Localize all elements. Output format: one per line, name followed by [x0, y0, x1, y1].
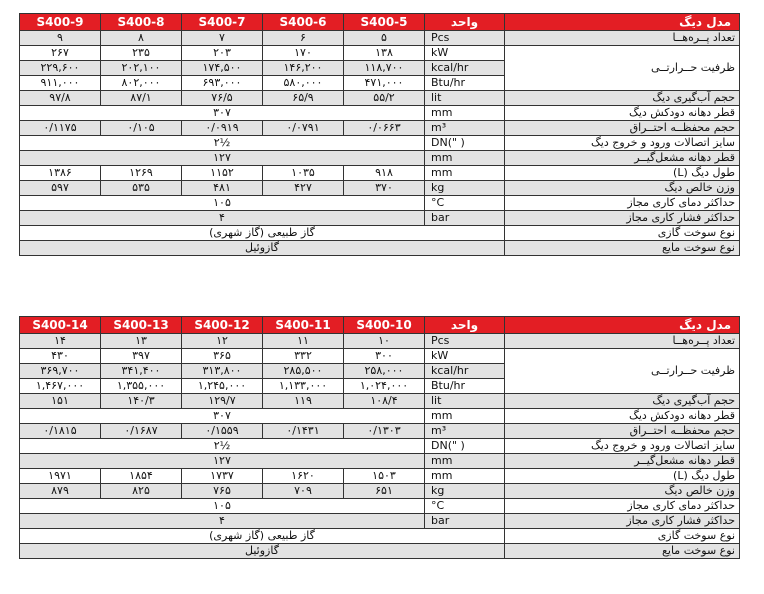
row-label: تعداد پــره‌هــا — [505, 334, 740, 349]
cell-value: ۱۲۹/۷ — [182, 394, 263, 409]
cell-value: ۱۱۸,۷۰۰ — [344, 61, 425, 76]
table-row — [20, 211, 740, 226]
cell-value: ۱۹۷۱ — [20, 469, 101, 484]
cell-value: ۰/۱۱۷۵ — [20, 121, 101, 136]
cell-value-merged: ۱۲۷ — [20, 151, 425, 166]
model-header: S400-13 — [101, 317, 182, 334]
cell-value: ۱۰۸/۴ — [344, 394, 425, 409]
row-label: حداکثر دمای کاری مجاز — [505, 196, 740, 211]
row-label: سایز اتصالات ورود و خروج دیگ — [505, 136, 740, 151]
table-row — [20, 439, 740, 454]
cell-value-merged: ۱۲۷ — [20, 454, 425, 469]
row-label: حداکثر فشار کاری مجاز — [505, 514, 740, 529]
cell-value: ۱۷۳۷ — [182, 469, 263, 484]
cell-unit: kcal/hr — [425, 364, 505, 379]
cell-value: ۱۳۸ — [344, 46, 425, 61]
table-row — [20, 349, 740, 364]
cell-value-merged: ۱۰۵ — [20, 196, 425, 211]
table-row — [20, 469, 740, 484]
cell-value: ۱۲۶۹ — [101, 166, 182, 181]
table-row — [20, 424, 740, 439]
cell-unit: mm — [425, 469, 505, 484]
cell-value: ۱۴۶,۲۰۰ — [263, 61, 344, 76]
model-header: S400-10 — [344, 317, 425, 334]
row-label-capacity: ظرفیت حــرارتــی — [505, 349, 740, 394]
cell-value: ۶۹۳,۰۰۰ — [182, 76, 263, 91]
cell-value: ۰/۱۳۰۳ — [344, 424, 425, 439]
unit-header: واحد — [425, 317, 505, 334]
cell-value: ۳۷۰ — [344, 181, 425, 196]
table-row — [20, 166, 740, 181]
row-label: نوع سوخت مایع — [505, 241, 740, 256]
cell-value: ۰/۰۶۶۳ — [344, 121, 425, 136]
cell-unit: m³ — [425, 121, 505, 136]
cell-unit: mm — [425, 409, 505, 424]
unit-header: واحد — [425, 14, 505, 31]
cell-value: ۸ — [101, 31, 182, 46]
cell-value-merged: گازوئیل — [20, 544, 505, 559]
row-label: قطر دهانه دودکش دیگ — [505, 409, 740, 424]
cell-value: ۹۱۱,۰۰۰ — [20, 76, 101, 91]
row-label: طول دیگ (L) — [505, 166, 740, 181]
row-label: نوع سوخت گازی — [505, 226, 740, 241]
cell-value: ۰/۱۸۱۵ — [20, 424, 101, 439]
row-label: سایز اتصالات ورود و خروج دیگ — [505, 439, 740, 454]
row-label: حجم محفظــه احتــراق — [505, 424, 740, 439]
cell-unit: mm — [425, 151, 505, 166]
model-header: S400-14 — [20, 317, 101, 334]
model-header: S400-12 — [182, 317, 263, 334]
table-row — [20, 484, 740, 499]
row-label: حداکثر دمای کاری مجاز — [505, 499, 740, 514]
cell-value: ۵۹۷ — [20, 181, 101, 196]
table-row — [20, 241, 740, 256]
title-header: مدل دیگ — [505, 317, 740, 334]
cell-value-merged: ۴ — [20, 514, 425, 529]
cell-value: ۱۳ — [101, 334, 182, 349]
header-row — [20, 317, 740, 334]
cell-value-merged: ۴ — [20, 211, 425, 226]
row-label: حجم آب‌گیری دیگ — [505, 394, 740, 409]
cell-value: ۱۱۹ — [263, 394, 344, 409]
cell-unit: m³ — [425, 424, 505, 439]
table-row — [20, 136, 740, 151]
cell-unit: kg — [425, 484, 505, 499]
cell-unit: mm — [425, 454, 505, 469]
cell-value: ۴۷۱,۰۰۰ — [344, 76, 425, 91]
cell-unit: bar — [425, 211, 505, 226]
cell-value: ۸۲۵ — [101, 484, 182, 499]
table-row — [20, 514, 740, 529]
table-row — [20, 499, 740, 514]
cell-unit: lit — [425, 394, 505, 409]
cell-value: ۶ — [263, 31, 344, 46]
row-label: حجم آب‌گیری دیگ — [505, 91, 740, 106]
cell-value: ۳۳۲ — [263, 349, 344, 364]
cell-value: ۲۰۳ — [182, 46, 263, 61]
model-header: S400-7 — [182, 14, 263, 31]
cell-value: ۷۶۵ — [182, 484, 263, 499]
table-row — [20, 529, 740, 544]
cell-value: ۵۸۰,۰۰۰ — [263, 76, 344, 91]
cell-value: ۲۰۲,۱۰۰ — [101, 61, 182, 76]
cell-value: ۲۶۷ — [20, 46, 101, 61]
cell-value: ۵ — [344, 31, 425, 46]
cell-unit: lit — [425, 91, 505, 106]
cell-value: ۸۰۲,۰۰۰ — [101, 76, 182, 91]
row-label: نوع سوخت گازی — [505, 529, 740, 544]
cell-unit: kW — [425, 349, 505, 364]
table-row — [20, 334, 740, 349]
cell-value: ۱۴۰/۳ — [101, 394, 182, 409]
table-row — [20, 46, 740, 61]
cell-value: ۱۷۰ — [263, 46, 344, 61]
cell-value: ۶۵۱ — [344, 484, 425, 499]
cell-value: ۵۳۵ — [101, 181, 182, 196]
cell-value: ۲۸۵,۵۰۰ — [263, 364, 344, 379]
cell-value: ۱۱۵۲ — [182, 166, 263, 181]
cell-value: ۳۶۹,۷۰۰ — [20, 364, 101, 379]
cell-value: ۱۵۱ — [20, 394, 101, 409]
row-label-capacity: ظرفیت حــرارتــی — [505, 46, 740, 91]
title-header: مدل دیگ — [505, 14, 740, 31]
row-label: وزن خالص دیگ — [505, 484, 740, 499]
table-row — [20, 31, 740, 46]
cell-value: ۶۵/۹ — [263, 91, 344, 106]
cell-unit: °C — [425, 196, 505, 211]
cell-unit: DN(" ) — [425, 136, 505, 151]
cell-value: ۱۰۳۵ — [263, 166, 344, 181]
table-row — [20, 544, 740, 559]
row-label: قطر دهانه مشعل‌گیــر — [505, 454, 740, 469]
cell-unit: kcal/hr — [425, 61, 505, 76]
cell-value: ۳۹۷ — [101, 349, 182, 364]
cell-value-merged: ۱۰۵ — [20, 499, 425, 514]
cell-value: ۱,۳۵۵,۰۰۰ — [101, 379, 182, 394]
cell-value: ۸۷۹ — [20, 484, 101, 499]
cell-value: ۰/۱۴۳۱ — [263, 424, 344, 439]
cell-unit: kg — [425, 181, 505, 196]
table-row — [20, 226, 740, 241]
row-label: نوع سوخت مایع — [505, 544, 740, 559]
cell-value: ۱۱ — [263, 334, 344, 349]
cell-value: ۱۷۴,۵۰۰ — [182, 61, 263, 76]
cell-value: ۱۰ — [344, 334, 425, 349]
cell-unit: Pcs — [425, 334, 505, 349]
cell-value: ۴۳۰ — [20, 349, 101, 364]
cell-value-merged: ۳۰۷ — [20, 409, 425, 424]
table-row — [20, 394, 740, 409]
cell-value: ۴۸۱ — [182, 181, 263, 196]
cell-unit: mm — [425, 166, 505, 181]
cell-value: ۱,۲۴۵,۰۰۰ — [182, 379, 263, 394]
cell-value: ۱۴ — [20, 334, 101, 349]
cell-value-merged: گاز طبیعی (گاز شهری) — [20, 529, 505, 544]
cell-value: ۳۶۵ — [182, 349, 263, 364]
cell-value-merged: ۲½ — [20, 136, 425, 151]
cell-value: ۰/۱۰۵ — [101, 121, 182, 136]
cell-unit: Pcs — [425, 31, 505, 46]
cell-unit: bar — [425, 514, 505, 529]
model-header: S400-11 — [263, 317, 344, 334]
cell-value: ۱,۱۳۳,۰۰۰ — [263, 379, 344, 394]
model-header: S400-8 — [101, 14, 182, 31]
cell-value: ۱۲ — [182, 334, 263, 349]
table-row — [20, 409, 740, 424]
row-label: قطر دهانه مشعل‌گیــر — [505, 151, 740, 166]
cell-value: ۲۵۸,۰۰۰ — [344, 364, 425, 379]
table-row — [20, 106, 740, 121]
cell-value: ۰/۱۶۸۷ — [101, 424, 182, 439]
cell-value: ۰/۰۷۹۱ — [263, 121, 344, 136]
cell-value-merged: ۳۰۷ — [20, 106, 425, 121]
cell-value: ۷۰۹ — [263, 484, 344, 499]
table-row — [20, 181, 740, 196]
spec-table-s400-10-to-14 — [19, 316, 740, 559]
header-row — [20, 14, 740, 31]
cell-unit: °C — [425, 499, 505, 514]
cell-value: ۱۳۸۶ — [20, 166, 101, 181]
row-label: تعداد پــره‌هــا — [505, 31, 740, 46]
model-header: S400-9 — [20, 14, 101, 31]
table-row — [20, 121, 740, 136]
row-label: قطر دهانه دودکش دیگ — [505, 106, 740, 121]
cell-value: ۰/۱۵۵۹ — [182, 424, 263, 439]
table-row — [20, 454, 740, 469]
cell-value: ۳۴۱,۴۰۰ — [101, 364, 182, 379]
cell-value-merged: گاز طبیعی (گاز شهری) — [20, 226, 505, 241]
table-row — [20, 151, 740, 166]
cell-value: ۳۱۳,۸۰۰ — [182, 364, 263, 379]
cell-value: ۸۷/۱ — [101, 91, 182, 106]
table-row — [20, 91, 740, 106]
model-header: S400-6 — [263, 14, 344, 31]
cell-value: ۱۵۰۳ — [344, 469, 425, 484]
table-row — [20, 196, 740, 211]
cell-value: ۹ — [20, 31, 101, 46]
cell-unit: kW — [425, 46, 505, 61]
cell-value: ۰/۰۹۱۹ — [182, 121, 263, 136]
row-label: حجم محفظــه احتــراق — [505, 121, 740, 136]
cell-value: ۱۶۲۰ — [263, 469, 344, 484]
cell-value-merged: ۲½ — [20, 439, 425, 454]
cell-value: ۹۱۸ — [344, 166, 425, 181]
cell-value: ۷۶/۵ — [182, 91, 263, 106]
cell-unit: Btu/hr — [425, 379, 505, 394]
row-label: طول دیگ (L) — [505, 469, 740, 484]
cell-unit: Btu/hr — [425, 76, 505, 91]
cell-value: ۴۲۷ — [263, 181, 344, 196]
cell-value-merged: گازوئیل — [20, 241, 505, 256]
model-header: S400-5 — [344, 14, 425, 31]
cell-value: ۹۷/۸ — [20, 91, 101, 106]
cell-value: ۲۳۵ — [101, 46, 182, 61]
cell-value: ۵۵/۲ — [344, 91, 425, 106]
cell-unit: mm — [425, 106, 505, 121]
cell-value: ۱,۰۲۴,۰۰۰ — [344, 379, 425, 394]
spec-table-s400-5-to-9 — [19, 13, 740, 256]
cell-unit: DN(" ) — [425, 439, 505, 454]
cell-value: ۱,۴۶۷,۰۰۰ — [20, 379, 101, 394]
cell-value: ۷ — [182, 31, 263, 46]
cell-value: ۲۲۹,۶۰۰ — [20, 61, 101, 76]
row-label: وزن خالص دیگ — [505, 181, 740, 196]
row-label: حداکثر فشار کاری مجاز — [505, 211, 740, 226]
cell-value: ۳۰۰ — [344, 349, 425, 364]
cell-value: ۱۸۵۴ — [101, 469, 182, 484]
